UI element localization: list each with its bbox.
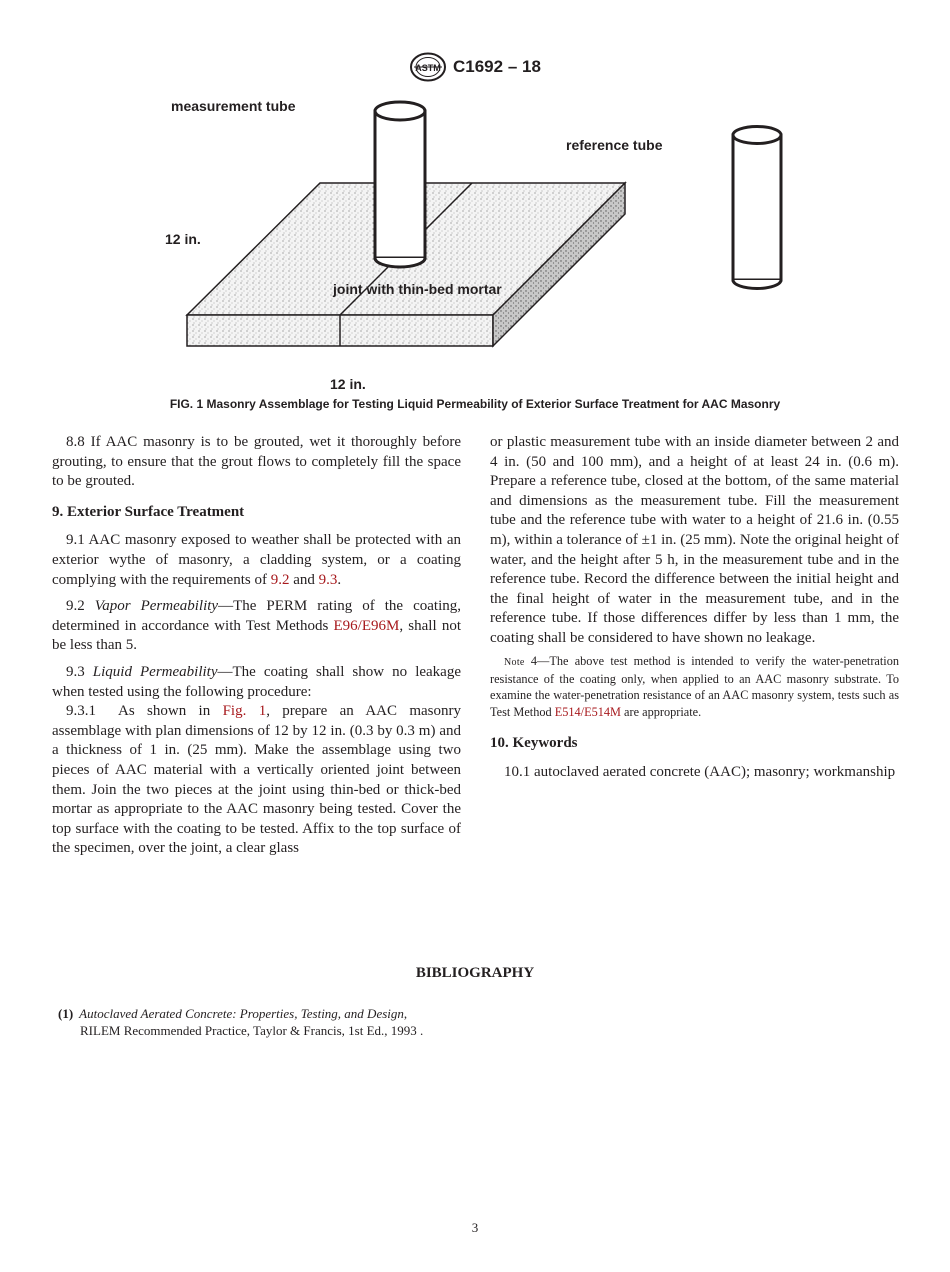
astm-logo-icon: [409, 52, 447, 82]
bibliography-line-1: [58, 1005, 901, 1022]
link-9-2[interactable]: 9.2: [270, 571, 290, 588]
standard-code: C1692 – 18: [453, 57, 541, 76]
note-end: are appropriate.: [620, 704, 702, 719]
p91-end: .: [337, 571, 342, 588]
label-bottom-dimension: 12 in.: [330, 376, 366, 392]
link-e514[interactable]: E514/E514M: [554, 704, 621, 719]
p93-text: —The coating shall show no leakage when tested using the following procedure:: [52, 663, 461, 700]
left-column: [52, 433, 461, 859]
p92-text: —The PERM rating of the coating, determined in accordance with Test Methods: [52, 598, 461, 634]
p91-and: and: [289, 571, 319, 588]
bibliography-title-italic: Autoclaved Aerated Concrete: Properties, Testing, and Design: [79, 1006, 404, 1021]
p91-text: 9.1 AAC masonry exposed to weather shall be protected with an exterior wythe of masonry, a cladding system, or a coating complying with the requirements of: [52, 532, 461, 588]
paragraph-10-1: 10.1 autoclaved aerated concrete (AAC); masonry; workmanship: [504, 763, 896, 780]
paragraph-9-3-1: [52, 702, 461, 859]
bibliography-number: (1): [58, 1006, 74, 1021]
note-4: [490, 653, 899, 721]
figure-caption: FIG. 1 Masonry Assemblage for Testing Liquid Permeability of Exterior Surface Treatment for AAC Masonry: [169, 397, 781, 411]
bibliography-comma: ,: [403, 1006, 408, 1021]
p92-num: 9.2: [66, 598, 95, 615]
label-joint: joint with thin-bed mortar: [333, 281, 502, 297]
right-column: [490, 433, 899, 782]
measurement-tube-top: [375, 102, 425, 120]
label-side-dimension: 12 in.: [165, 231, 201, 247]
reference-tube: [733, 135, 781, 280]
bibliography-entry-1: [58, 1005, 901, 1039]
bibliography-line-2: RILEM Recommended Practice, Taylor & Francis, 1st Ed., 1993 .: [80, 1023, 424, 1038]
paragraph-8-8: 8.8 If AAC masonry is to be grouted, wet it thoroughly before grouting, to ensure that the grout flows to completely fill the space to be grouted.: [52, 434, 461, 490]
note-text: 4—The above test method is intended to verify the water-penetration resistance of the coating only, when applied to an AAC masonry substrate. To examine the water-penetration resistance of an AAC masonry system, tests such as Test Method: [490, 653, 899, 719]
masonry-assemblage-drawing: [0, 90, 950, 390]
reference-tube-bottom: [733, 280, 781, 289]
label-measurement-tube: measurement tube: [171, 98, 296, 114]
link-e96[interactable]: E96/E96M: [333, 617, 400, 634]
link-9-3[interactable]: 9.3: [318, 571, 338, 588]
p931-text: , prepare an AAC masonry assemblage with plan dimensions of 12 by 12 in. (0.3 by 0.3 m) and a thickness of 1 in. (25 mm). Make the assemblage using two pieces of AAC material with a vertically oriented joint between them. Join the two pieces at the joint using thin-bed or thick-bed mortar as appropriate to the AAC masonry being tested. Cover the top surface with the coating to be tested. Affix to the top surface of the specimen, over the joint, a clear glass: [52, 703, 461, 857]
note-label: Note: [504, 656, 525, 668]
p931-num: 9.3.1: [66, 703, 96, 720]
page-number: 3: [471, 1220, 479, 1235]
p92-title: Vapor Permeability: [94, 598, 219, 615]
p93-num: 9.3: [66, 663, 93, 680]
p92-end: , shall not be less than 5.: [52, 617, 461, 654]
paragraph-9-2: [52, 597, 461, 656]
page-header: [0, 52, 950, 82]
section-10-heading: 10. Keywords: [490, 735, 578, 752]
paragraph-9-3: [52, 663, 461, 702]
logo-text: ASTM: [415, 63, 441, 73]
bibliography-title: BIBLIOGRAPHY: [415, 965, 535, 981]
p93-title: Liquid Permeability: [92, 663, 218, 680]
reference-tube-top: [733, 127, 781, 144]
p931-pre: As shown in: [118, 703, 223, 720]
measurement-tube-bottom: [375, 258, 425, 267]
section-9-heading: 9. Exterior Surface Treatment: [52, 503, 245, 520]
figure-1: [0, 90, 950, 390]
paragraph-9-1: [52, 531, 461, 590]
label-reference-tube: reference tube: [566, 137, 663, 153]
measurement-tube: [375, 111, 425, 258]
link-fig-1[interactable]: Fig. 1: [222, 703, 267, 720]
paragraph-9-3-1-continued: or plastic measurement tube with an inside diameter between 2 and 4 in. (50 and 100 mm), and a height of at least 24 in. (0.6 m). Prepare a reference tube, closed at the bottom, of the same material and dimensions as the measurement tube. Fill the measurement tube and the reference tube with water to a height of 21.6 in. (0.55 m), within a tolerance of ±1 in. (25 mm). Note the original height of water, and the height after 5 h, in the measurement tube and in the reference tube. Record the difference between the initial height and the final height of water in the measurement tube, and in the reference tube. If those differences differ by less than 1 mm, the coating shall be considered to have shown no leakage.: [490, 434, 899, 646]
